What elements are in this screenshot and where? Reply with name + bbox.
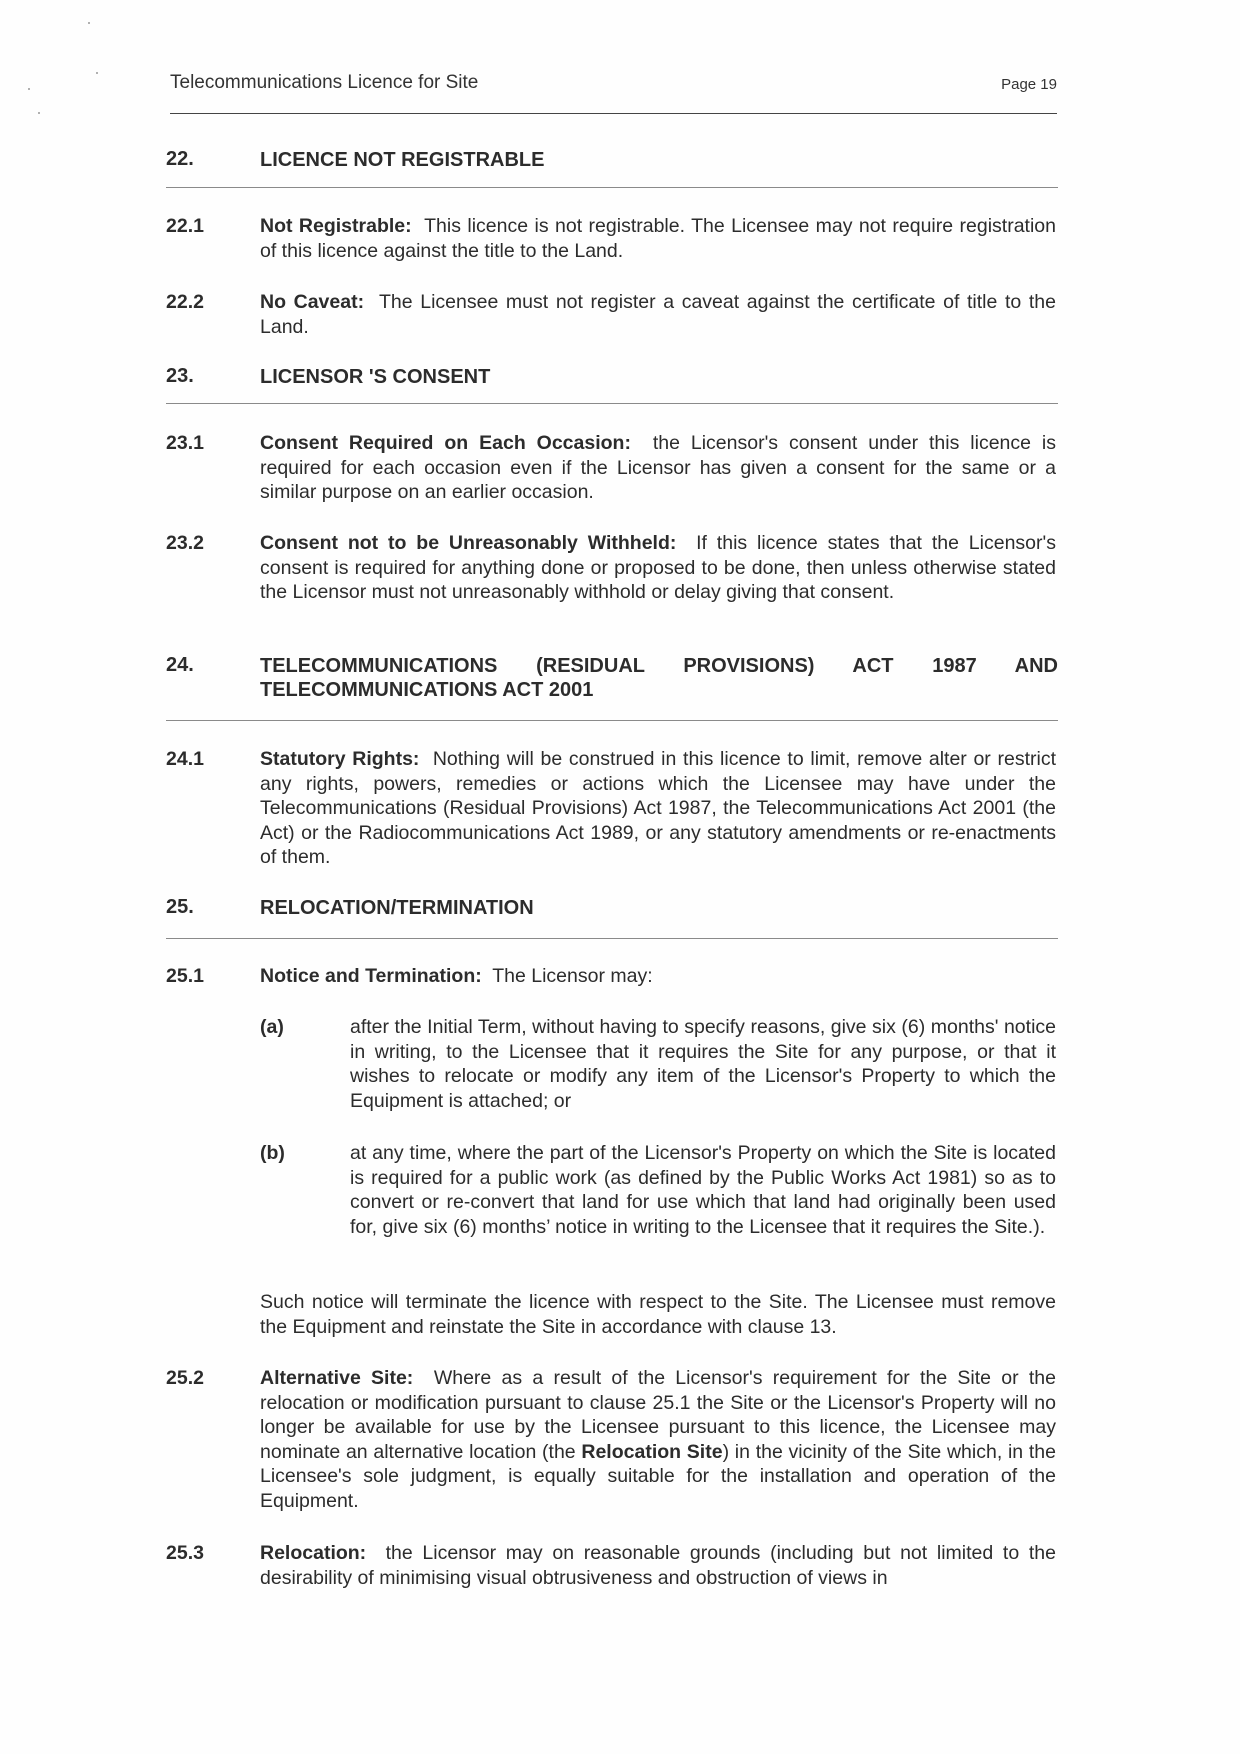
section-number: 25.	[166, 896, 194, 918]
clause-number: 22.2	[166, 291, 204, 313]
subclause-label: (a)	[260, 1016, 284, 1038]
clause-25-1-closing: Such notice will terminate the licence with respect to the Site. The Licensee must remove the Equipment and reinstate the Site in accordance with clause 13.	[260, 1291, 1056, 1338]
clause-label: Consent not to be Unreasonably Withheld:	[260, 532, 677, 554]
clause-label: Not Registrable:	[260, 215, 412, 237]
scan-speck	[88, 22, 90, 24]
clause-label: Consent Required on Each Occasion:	[260, 432, 631, 454]
scan-speck	[38, 112, 40, 114]
section-number: 24.	[166, 654, 194, 676]
header-divider	[170, 113, 1057, 114]
clause-number: 23.2	[166, 532, 204, 554]
section-title: LICENCE NOT REGISTRABLE	[260, 149, 545, 171]
clause-number: 25.1	[166, 965, 204, 987]
clause-number: 22.1	[166, 215, 204, 237]
subclause-label: (b)	[260, 1142, 285, 1164]
section-divider	[166, 187, 1058, 188]
subclause-text: after the Initial Term, without having to specify reasons, give six (6) months' notice in writing, to the Licensee that it requires the Site for any purpose, or that it wishes to relocate or modify any item of the Licensor's Property to which the Equipment is attached; or	[350, 1016, 1056, 1112]
clause-text: Notice and Termination: The Licensor may:	[260, 965, 653, 987]
clause-label: Alternative Site:	[260, 1367, 414, 1389]
clause-number: 25.3	[166, 1542, 204, 1564]
clause-text: Consent not to be Unreasonably Withheld: If this licence states that the Licensor's consent is required for anything done or proposed to be done, then unless otherwise stated the Licensor must not unreasonably withhold or delay giving that consent.	[260, 532, 1056, 603]
clause-text: Relocation: the Licensor may on reasonable grounds (including but not limited to the desirability of minimising visual obtrusiveness and obstruction of views in	[260, 1542, 1056, 1589]
section-number: 23.	[166, 365, 194, 387]
defined-term: Relocation Site	[581, 1440, 723, 1463]
page-header	[170, 72, 1057, 112]
scan-speck	[96, 72, 98, 74]
clause-number: 23.1	[166, 432, 204, 454]
subclause-text: at any time, where the part of the Licensor's Property on which the Site is located is required for a public work (as defined by the Public Works Act 1981) so as to convert or re-convert that land for use which that land had originally been used for, give six (6) months’ notice in writing to the Licensee that it requires the Site.).	[350, 1142, 1056, 1238]
section-divider	[166, 720, 1058, 721]
clause-text: Consent Required on Each Occasion: the Licensor's consent under this licence is required for each occasion even if the Licensor has given a consent for the same or a similar purpose on an earlier occasion.	[260, 432, 1056, 503]
clause-label: Relocation:	[260, 1542, 367, 1564]
document-title: Telecommunications Licence for Site	[170, 72, 479, 93]
clause-label: Statutory Rights:	[260, 748, 420, 770]
section-divider	[166, 938, 1058, 939]
clause-text: No Caveat: The Licensee must not register a caveat against the certificate of title to the Land.	[260, 291, 1056, 338]
clause-label: No Caveat:	[260, 291, 365, 313]
section-title: TELECOMMUNICATIONS (RESIDUAL PROVISIONS) ACT 1987 AND TELECOMMUNICATIONS ACT 2001	[260, 655, 1058, 701]
clause-text: Statutory Rights: Nothing will be construed in this licence to limit, remove alter or restrict any rights, powers, remedies or actions which the Licensee may have under the Telecommunications (Residual Provisions) Act 1987, the Telecommunications Act 2001 (the Act) or the Radiocommunications Act 1989, or any statutory amendments or re-enactments of them.	[260, 748, 1056, 868]
section-number: 22.	[166, 148, 194, 170]
clause-label: Notice and Termination:	[260, 965, 482, 987]
page-number: Page 19	[1001, 76, 1057, 93]
section-title: RELOCATION/TERMINATION	[260, 897, 534, 919]
clause-text: Alternative Site: Where as a result of the Licensor's requirement for the Site or the relocation or modification pursuant to clause 25.1 the Site or the Licensor's Property will no longer be available for use by the Licensee pursuant to this licence, the Licensee may nominate an alternative location (the Relocation Site) in the vicinity of the Site which, in the Licensee's sole judgment, is equally suitable for the installation and operation of the Equipment.	[260, 1367, 1056, 1512]
clause-number: 25.2	[166, 1367, 204, 1389]
section-title: LICENSOR 'S CONSENT	[260, 366, 491, 388]
clause-number: 24.1	[166, 748, 204, 770]
scan-speck	[28, 88, 30, 90]
clause-text: Not Registrable: This licence is not registrable. The Licensee may not require registration of this licence against the title to the Land.	[260, 215, 1056, 262]
section-divider	[166, 403, 1058, 404]
